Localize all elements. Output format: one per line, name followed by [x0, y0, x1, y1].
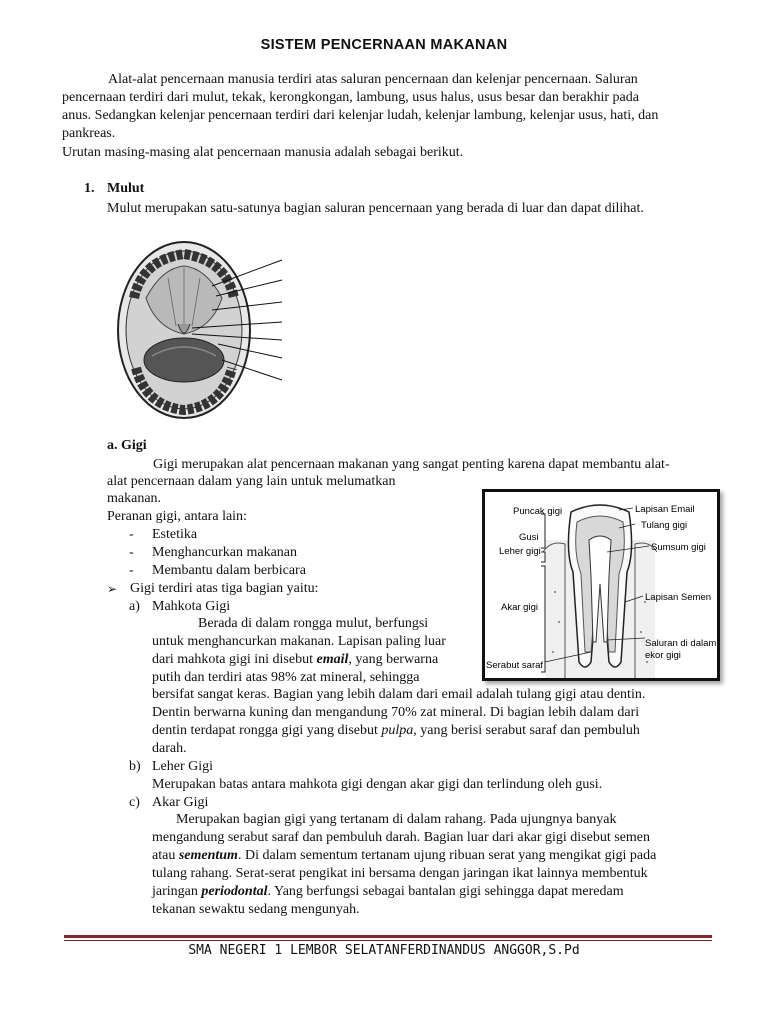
- leher-title: Leher Gigi: [152, 759, 214, 774]
- role-item: Menghancurkan makanan: [152, 545, 297, 560]
- label-saluran-line-2: ekor gigi: [645, 650, 681, 661]
- intro-line-2: pencernaan terdiri dari mulut, tekak, kerongkongan, lambung, usus halus, usus besar dan berakhir pada: [62, 90, 639, 105]
- akar-line-3c: . Di dalam sementum tertanam ujung ribuan serat yang mengikat gigi pada: [237, 848, 657, 863]
- intro-line-4: pankreas.: [62, 126, 116, 141]
- label-saluran-line-1: Saluran di dalam: [645, 638, 717, 649]
- list-marker-a: a): [129, 599, 140, 614]
- role-dash: -: [129, 527, 134, 542]
- akar-line-3: [152, 847, 656, 865]
- role-dash: -: [129, 563, 134, 578]
- mahkota-line-7a: dentin terdapat rongga gigi yang disebut: [152, 723, 382, 738]
- term-email: email: [316, 652, 349, 667]
- peranan-intro: Peranan gigi, antara lain:: [107, 509, 247, 524]
- arrow-bullet-icon: ➢: [107, 582, 118, 596]
- label-puncak-gigi: Puncak gigi: [513, 506, 563, 517]
- intro-line-3: anus. Sedangkan kelenjar pencernaan terdiri dari kelenjar ludah, kelenjar lambung, kelenjar usus, hati, dan: [62, 108, 659, 123]
- mahkota-title: Mahkota Gigi: [152, 599, 231, 614]
- page-title: SISTEM PENCERNAAN MAKANAN: [260, 37, 508, 53]
- list-marker-c: c): [129, 795, 140, 810]
- akar-line-3a: atau: [152, 848, 179, 863]
- label-akar-gigi: Akar gigi: [501, 602, 538, 613]
- term-periodontal: periodontal: [201, 884, 268, 899]
- mahkota-line-3c: , yang berwarna: [348, 652, 439, 667]
- label-tulang-gigi: Tulang gigi: [641, 520, 688, 531]
- mahkota-line-4: putih dan terdiri atas 98% zat mineral, sehingga: [152, 670, 420, 685]
- role-item: Membantu dalam berbicara: [152, 563, 306, 578]
- mahkota-line-3a: dari mahkota gigi ini disebut: [152, 652, 317, 667]
- label-serabut-saraf: Serabut saraf: [486, 660, 544, 671]
- mahkota-line-7: [152, 722, 640, 740]
- role-item: Estetika: [152, 527, 198, 542]
- tooth-diagram-frame: [482, 489, 720, 681]
- akar-line-5: [152, 883, 624, 901]
- parts-intro: Gigi terdiri atas tiga bagian yaitu:: [130, 581, 319, 596]
- mahkota-line-7c: , yang berisi serabut saraf dan pembuluh: [413, 723, 640, 738]
- label-lapisan-semen: Lapisan Semen: [645, 592, 712, 603]
- mahkota-line-6: Dentin berwarna kuning dan mengandung 70% zat mineral. Di bagian lebih dalam dari: [152, 705, 640, 720]
- section-heading-mulut: Mulut: [107, 181, 145, 196]
- section-text-mulut: Mulut merupakan satu-satunya bagian saluran pencernaan yang berada di luar dan dapat dilihat.: [107, 201, 644, 216]
- section-number: 1.: [84, 181, 95, 196]
- akar-line-5a: jaringan: [152, 884, 202, 899]
- term-pulpa: pulpa: [381, 723, 414, 738]
- page-footer: SMA NEGERI 1 LEMBOR SELATANFERDINANDUS ANGGOR,S.Pd: [188, 943, 580, 958]
- subheading-gigi: a. Gigi: [107, 438, 147, 453]
- akar-line-4: tulang rahang. Serat-serat pengikat ini bersama dengan jaringan ikat lainnya membentuk: [152, 866, 648, 881]
- akar-line-1: Merupakan bagian gigi yang tertanam di dalam rahang. Pada ujungnya banyak: [176, 812, 617, 827]
- gigi-line-2: alat pencernaan dalam yang lain untuk melumatkan: [107, 474, 396, 489]
- mahkota-line-8: darah.: [152, 741, 187, 756]
- footer-rule-thin: [64, 940, 712, 941]
- mahkota-line-3: [152, 651, 438, 669]
- label-lapisan-email: Lapisan Email: [635, 504, 695, 515]
- label-sumsum-gigi: Sumsum gigi: [651, 542, 706, 553]
- intro-line-5: Urutan masing-masing alat pencernaan manusia adalah sebagai berikut.: [62, 145, 464, 160]
- mouth-drawing: [118, 242, 282, 418]
- akar-line-6: tekanan sewaktu sedang mengunyah.: [152, 902, 360, 917]
- mahkota-line-2: untuk menghancurkan makanan. Lapisan paling luar: [152, 634, 446, 649]
- list-marker-b: b): [129, 759, 141, 774]
- label-leher-gigi: Leher gigi: [499, 546, 541, 557]
- mouth-illustration: [112, 238, 284, 426]
- role-dash: -: [129, 545, 134, 560]
- akar-line-2: mengandung serabut saraf dan pembuluh darah. Bagian luar dari akar gigi disebut semen: [152, 830, 651, 845]
- intro-line-1: Alat-alat pencernaan manusia terdiri atas saluran pencernaan dan kelenjar pencernaan. Saluran: [108, 72, 638, 87]
- tooth-diagram: [485, 492, 717, 678]
- gigi-line-1: Gigi merupakan alat pencernaan makanan yang sangat penting karena dapat membantu alat-: [153, 457, 670, 472]
- mahkota-line-5: bersifat sangat keras. Bagian yang lebih dalam dari email adalah tulang gigi atau dentin.: [152, 687, 646, 702]
- akar-line-5c: . Yang berfungsi sebagai bantalan gigi sehingga dapat meredam: [267, 884, 624, 899]
- label-gusi: Gusi: [519, 532, 539, 543]
- footer-rule-thick: [64, 935, 712, 938]
- mahkota-line-1: Berada di dalam rongga mulut, berfungsi: [198, 616, 429, 631]
- term-sementum: sementum: [178, 848, 238, 863]
- gigi-line-3: makanan.: [107, 491, 162, 506]
- leher-text: Merupakan batas antara mahkota gigi dengan akar gigi dan terlindung oleh gusi.: [152, 777, 603, 792]
- akar-title: Akar Gigi: [152, 795, 209, 810]
